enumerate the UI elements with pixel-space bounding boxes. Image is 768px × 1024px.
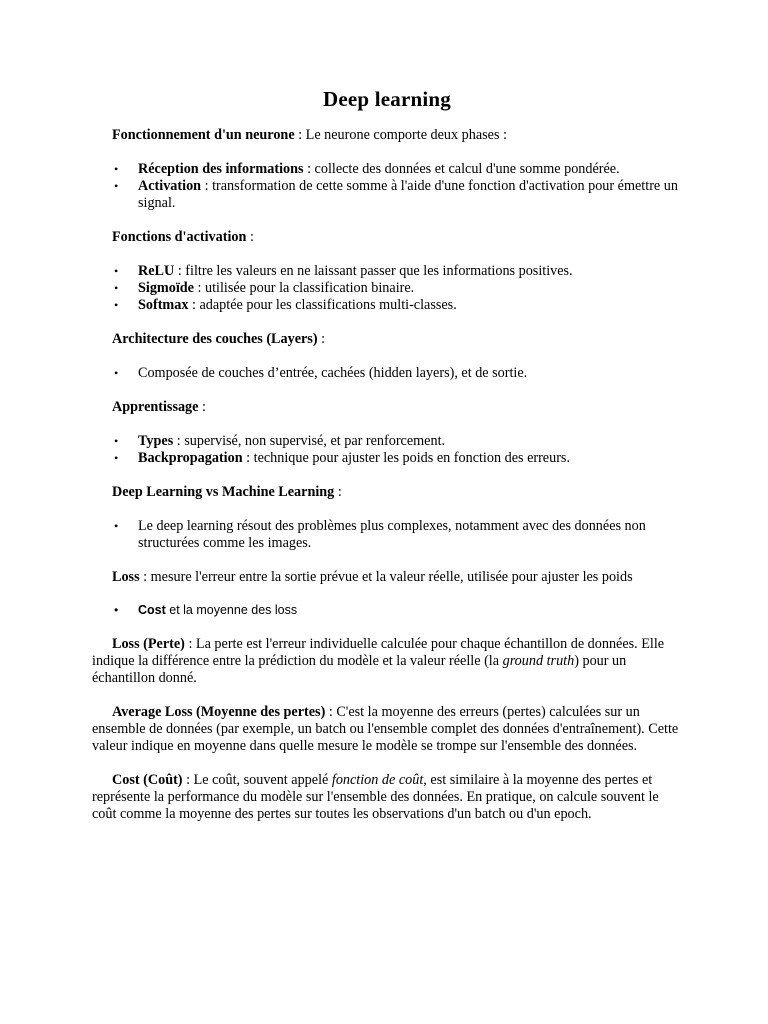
- item-text: : supervisé, non supervisé, et par renforcement.: [173, 433, 446, 449]
- item-term: Activation: [138, 178, 202, 194]
- item-term: Backpropagation: [138, 450, 243, 466]
- heading-suffix: :: [317, 331, 326, 347]
- loss-perte-paragraph: [92, 636, 682, 687]
- activation-heading: Fonctions d'activation: [112, 229, 247, 245]
- item-text: : filtre les valeurs en ne laissant passer que les informations positives.: [174, 263, 573, 279]
- italic-term: fonction de coût: [331, 772, 424, 788]
- loss-term: Loss: [112, 569, 140, 585]
- architecture-heading: Architecture des couches (Layers): [112, 331, 318, 347]
- paragraph-text: , est similaire à la moyenne des pertes et représente la performance du modèle sur l'ensemble des données. En pratique, on calcule souvent le coût comme la moyenne des pertes sur toutes les observations d'un batch ou d'un epoch.: [92, 772, 659, 822]
- activation-heading-line: [92, 229, 682, 246]
- apprentissage-heading-line: [92, 399, 682, 416]
- item-term: Réception des informations: [138, 161, 304, 177]
- apprentissage-list: [92, 433, 682, 467]
- dl-vs-ml-heading-line: [92, 484, 682, 501]
- apprentissage-heading: Apprentissage: [112, 399, 199, 415]
- architecture-heading-line: [92, 331, 682, 348]
- item-term: ReLU: [138, 263, 175, 279]
- list-item: [92, 280, 682, 297]
- item-term: Sigmoïde: [138, 280, 194, 296]
- dl-vs-ml-list: [92, 518, 682, 552]
- dl-vs-ml-heading: Deep Learning vs Machine Learning: [112, 484, 335, 500]
- paragraph-text: ) pour un échantillon donné.: [92, 653, 627, 686]
- architecture-list: [92, 365, 682, 382]
- item-text: et la moyenne des loss: [165, 603, 298, 617]
- document-body: [92, 86, 682, 823]
- italic-term: ground truth: [502, 653, 575, 669]
- paragraph-text: : C'est la moyenne des erreurs (pertes) calculées sur un ensemble de données (par exemple, un batch ou l'ensemble complet des données d'entraînement). Cette valeur indique en moyenne dans quelle mesure le modèle se trompe sur l'ensemble des données.: [92, 704, 679, 754]
- item-term: Cost: [138, 603, 166, 617]
- loss-perte-term: Loss (Perte): [112, 636, 185, 652]
- list-item: [92, 297, 682, 314]
- average-loss-term: Average Loss (Moyenne des pertes): [112, 704, 326, 720]
- item-text: : utilisée pour la classification binaire.: [193, 280, 415, 296]
- list-item: [92, 450, 682, 467]
- average-loss-paragraph: [92, 704, 682, 755]
- item-text: Le deep learning résout des problèmes plus complexes, notamment avec des données non structurées comme les images.: [138, 518, 646, 551]
- heading-suffix: :: [334, 484, 342, 500]
- neurone-list: [92, 161, 682, 212]
- list-item: [92, 263, 682, 280]
- list-item: [92, 365, 682, 382]
- neurone-heading-line: [92, 127, 682, 144]
- heading-suffix: :: [246, 229, 254, 245]
- item-text: : transformation de cette somme à l'aide d'une fonction d'activation pour émettre un signal.: [138, 178, 678, 211]
- activation-list: [92, 263, 682, 314]
- item-text: : technique pour ajuster les poids en fonction des erreurs.: [242, 450, 570, 466]
- loss-paragraph: [92, 569, 682, 586]
- document-title: Deep learning: [322, 87, 451, 111]
- item-term: Types: [138, 433, 174, 449]
- list-item: [92, 518, 682, 552]
- paragraph-text: : Le coût, souvent appelé: [182, 772, 332, 788]
- cost-cout-term: Cost (Coût): [112, 772, 183, 788]
- list-item: [92, 161, 682, 178]
- cost-list: [92, 602, 682, 619]
- item-text: Composée de couches d’entrée, cachées (hidden layers), et de sortie.: [138, 365, 528, 381]
- list-item: [92, 433, 682, 450]
- list-item: [92, 602, 682, 619]
- item-text: : adaptée pour les classifications multi-classes.: [188, 297, 457, 313]
- paragraph-text: : La perte est l'erreur individuelle calculée pour chaque échantillon de données. Elle indique la différence entre la prédiction du modèle et la valeur réelle (la: [92, 636, 665, 669]
- item-term: Softmax: [138, 297, 189, 313]
- neurone-heading: Fonctionnement d'un neurone: [112, 127, 295, 143]
- heading-suffix: :: [198, 399, 206, 415]
- item-text: : collecte des données et calcul d'une somme pondérée.: [303, 161, 620, 177]
- loss-text: : mesure l'erreur entre la sortie prévue et la valeur réelle, utilisée pour ajuster les poids: [139, 569, 633, 585]
- neurone-intro: : Le neurone comporte deux phases :: [294, 127, 507, 143]
- list-item: [92, 178, 682, 212]
- cost-cout-paragraph: [92, 772, 682, 823]
